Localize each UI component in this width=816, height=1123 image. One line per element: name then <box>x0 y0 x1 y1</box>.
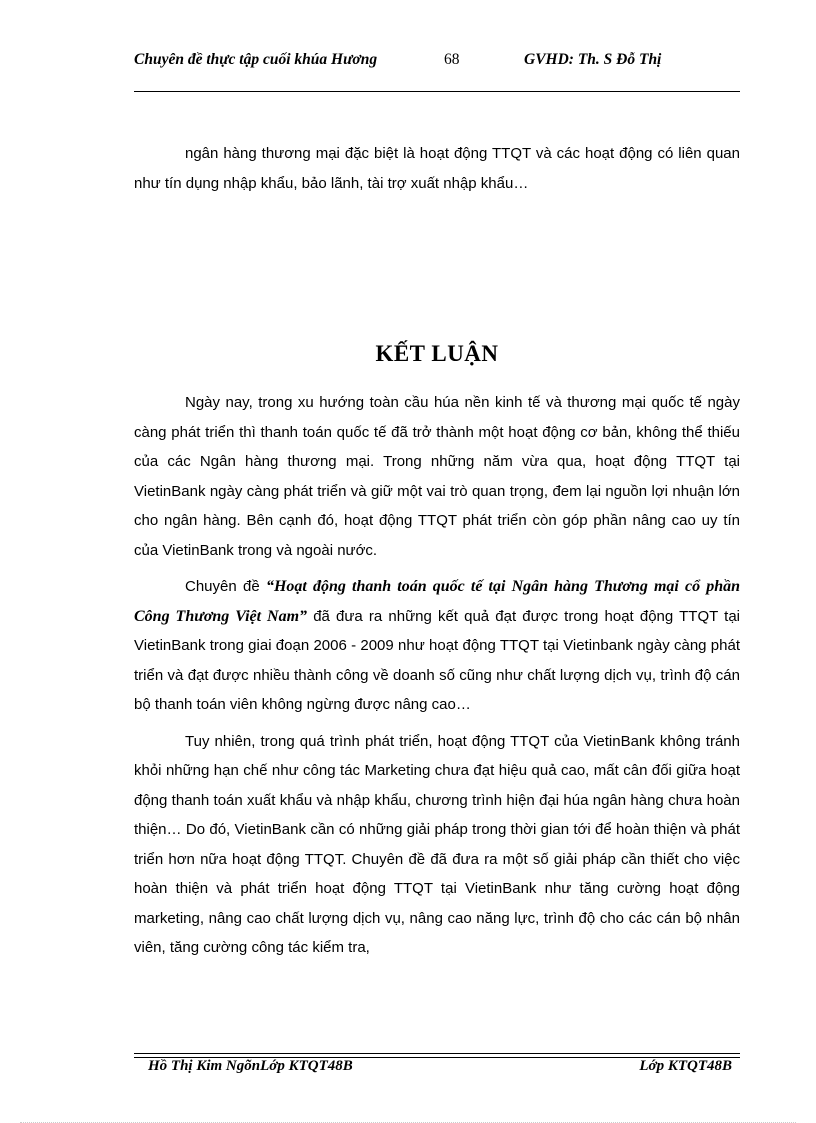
header-supervisor: GVHD: Th. S Đỗ Thị <box>524 51 662 68</box>
footer-class: Lớp KTQT48B <box>639 1058 732 1074</box>
header-course-title: Chuyên đề thực tập cuối khúa Hương <box>134 51 378 68</box>
header-divider <box>134 91 740 92</box>
page-number: 68 <box>444 51 460 68</box>
footer-divider-top <box>134 1053 740 1054</box>
page-footer <box>134 1058 740 1080</box>
paragraph-2 <box>134 572 740 720</box>
paragraph-2-rest: đã đưa ra những kết quả đạt được trong hoạt động TTQT tại VietinBank trong giai đoạn 2006 - 2009 như hoạt động TTQT tại Vietinbank ngày càng phát triển và đạt được nhiều thành công về doanh số cũng như chất lượng dịch vụ, trình độ cán bộ thanh toán viên không ngừng được nâng cao… <box>134 607 740 713</box>
intro-continuation <box>134 139 740 198</box>
footer-author: Hồ Thị Kim NgõnLớp KTQT48B <box>148 1058 353 1074</box>
intro-paragraph: ngân hàng thương mại đặc biệt là hoạt động TTQT và các hoạt động có liên quan như tín dụng nhập khẩu, bảo lãnh, tài trợ xuất nhập khẩu… <box>134 145 740 192</box>
paragraph-2-start: Chuyên đề <box>185 578 266 595</box>
paragraph-2-emphasis: “Hoạt động thanh toán quốc tế tại Ngân hàng Thương mại cổ phần Công Thương Việt Nam” <box>134 578 740 625</box>
page-header <box>134 49 740 91</box>
section-title: KẾT LUẬN <box>375 341 499 366</box>
paragraph-3: Tuy nhiên, trong quá trình phát triển, hoạt động TTQT của VietinBank không tránh khỏi những hạn chế như công tác Marketing chưa đạt hiệu quả cao, mất cân đối giữa hoạt động thanh toán xuất khẩu và nhập khẩu, chương trình hiện đại húa ngân hàng chưa hoàn thiện… Do đó, VietinBank cần có những giải pháp trong thời gian tới để hoàn thiện và phát triển hơn nữa hoạt động TTQT. Chuyên đề đã đưa ra một số giải pháp cần thiết cho việc hoàn thiện và phát triển hoạt động TTQT tại VietinBank như tăng cường hoạt động marketing, nâng cao chất lượng dịch vụ, nâng cao năng lực, trình độ cho các cán bộ nhân viên, tăng cường công tác kiểm tra, <box>134 732 740 956</box>
conclusion-body <box>134 388 740 963</box>
paragraph-1: Ngày nay, trong xu hướng toàn cầu húa nền kinh tế và thương mại quốc tế ngày càng phát triển thì thanh toán quốc tế đã trở thành một hoạt động cơ bản, không thể thiếu của các Ngân hàng thương mại. Trong những năm vừa qua, hoạt động TTQT tại VietinBank ngày càng phát triển và giữ một vai trò quan trọng, đem lại nguồn lợi nhuận lớn cho ngân hàng. Bên cạnh đó, hoạt động TTQT phát triển còn góp phần nâng cao uy tín của VietinBank trong và ngoài nước. <box>134 394 740 559</box>
